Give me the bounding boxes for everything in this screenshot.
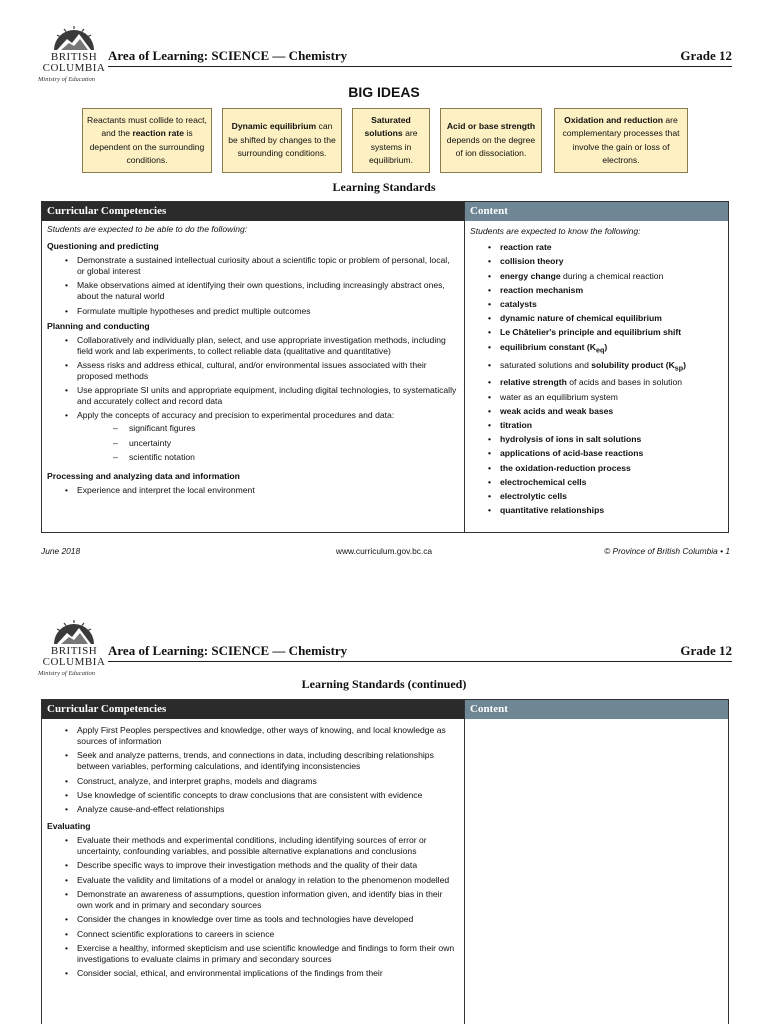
curricular-competencies-header: Curricular Competencies [42, 700, 464, 719]
content-item: • equilibrium constant $(K_{eq})$ [470, 340, 723, 358]
footer-date: June 2018 [41, 546, 81, 556]
list-item: • Consider the changes in knowledge over time as tools and technologies have developed [47, 914, 459, 925]
big-ideas-row [82, 108, 688, 174]
competencies-column [42, 221, 464, 532]
content-item: • energy change during a chemical reaction [470, 269, 723, 283]
list-item: • Seek and analyze patterns, trends, and connections in data, including describing relationships between variables, performing calculations, and identifying inconsistencies [47, 750, 459, 772]
big-idea-2: Dynamic equilibrium can be shifted by changes to the surrounding conditions. [222, 108, 342, 173]
list-item: • Exercise a healthy, informed skepticism and use scientific knowledge and findings to form their own investigations to evaluate claims in primary and secondary sources [47, 943, 459, 965]
sun-mountain-icon [51, 620, 97, 646]
content-header: Content [464, 202, 728, 221]
table-body [42, 719, 728, 1024]
content-item: • reaction rate [470, 240, 723, 254]
big-ideas-title: BIG IDEAS [348, 84, 420, 100]
section-heading: Processing and analyzing data and information [47, 471, 240, 482]
content-item: • electrolytic cells [470, 489, 723, 503]
list-item: • Connect scientific explorations to careers in science [47, 929, 459, 940]
content-item: • hydrolysis of ions in salt solutions [470, 432, 723, 446]
list-item: • Demonstrate a sustained intellectual curiosity about a scientific topic or problem of personal, local, or global interest [47, 255, 459, 277]
header-rule [108, 661, 732, 662]
grade-label: Grade 12 [680, 643, 732, 658]
list-item: • Describe specific ways to improve their investigation methods and the quality of their data [47, 860, 459, 871]
learning-standards-continued-title: Learning Standards (continued) [301, 677, 467, 691]
big-idea-1: Reactants must collide to react, and the reaction rate is dependent on the surrounding conditions. [82, 108, 212, 173]
list-item: • Evaluate their methods and experimental conditions, including identifying sources of error or uncertainty, confounding variables, and possible alternative explanations and conclusions [47, 835, 459, 857]
list-item: • Use knowledge of scientific concepts to draw conclusions that are consistent with evidence [47, 790, 459, 801]
content-column [464, 221, 728, 532]
list-item: • Evaluate the validity and limitations of a model or analogy in relation to the phenomenon modelled [47, 875, 459, 886]
ministry-label: Ministry of Education [38, 670, 96, 677]
content-item: • titration [470, 418, 723, 432]
section-heading: Evaluating [47, 821, 91, 832]
content-intro: Students are expected to know the following: [470, 226, 641, 236]
area-of-learning-title: Area of Learning: SCIENCE — Chemistry [108, 643, 348, 658]
logo-text-british: BRITISH [50, 645, 98, 657]
competencies-intro: Students are expected to be able to do the following: [47, 224, 248, 234]
ministry-label: Ministry of Education [38, 76, 96, 83]
content-item: • applications of acid-base reactions [470, 446, 723, 460]
list-item: • Consider social, ethical, and environmental implications of the findings from their [47, 968, 459, 979]
content-item: • electrochemical cells [470, 475, 723, 489]
sub-list-item: – scientific notation [77, 452, 459, 463]
sun-mountain-icon [51, 26, 97, 52]
list-item: • Apply First Peoples perspectives and knowledge, other ways of knowing, and local knowledge as sources of information [47, 725, 459, 747]
list-item: • Construct, analyze, and interpret graphs, models and diagrams [47, 776, 459, 787]
logo-text-columbia: COLUMBIA [42, 656, 106, 668]
list-item: • Make observations aimed at identifying their own questions, including increasingly abstract ones, about the natural world [47, 280, 459, 302]
big-idea-3: Saturated solutions are systems in equilibrium. [352, 108, 430, 173]
bc-logo [40, 26, 108, 83]
table-header-row [42, 202, 728, 221]
big-idea-4: Acid or base strength depends on the degree of ion dissociation. [440, 108, 542, 173]
list-item: • Analyze cause-and-effect relationships [47, 804, 459, 815]
content-column [464, 719, 728, 1024]
footer-copyright: © Province of British Columbia • 1 [604, 546, 730, 556]
table-header-row [42, 700, 728, 719]
grade-label: Grade 12 [680, 48, 732, 63]
learning-standards-title: Learning Standards [332, 180, 436, 194]
content-item: • relative strength of acids and bases in solution [470, 375, 723, 389]
content-item: • saturated solutions and solubility product $(K_{sp})$ [470, 358, 723, 376]
content-item: • dynamic nature of chemical equilibrium [470, 311, 723, 325]
header-rule [108, 66, 732, 67]
area-of-learning-title: Area of Learning: SCIENCE — Chemistry [108, 48, 348, 63]
logo-text-british: BRITISH [50, 51, 98, 63]
content-item: • collision theory [470, 254, 723, 268]
footer-url[interactable]: www.curriculum.gov.bc.ca [335, 546, 433, 556]
content-item: • catalysts [470, 297, 723, 311]
content-item: • quantitative relationships [470, 503, 723, 517]
sub-list-item: – uncertainty [77, 438, 459, 449]
list-item: • Use appropriate SI units and appropriate equipment, including digital technologies, to systematically and accurately collect and record data [47, 385, 459, 407]
list-item: • Apply the concepts of accuracy and precision to experimental procedures and data: – significant figures – uncertainty – scientific notation [47, 410, 459, 463]
content-item: • the oxidation-reduction process [470, 461, 723, 475]
content-item: • water as an equilibrium system [470, 390, 723, 404]
list-item: • Experience and interpret the local environment [47, 485, 459, 496]
document-page-2 [0, 592, 768, 1024]
content-item: • Le Châtelier's principle and equilibrium shift [470, 325, 723, 339]
sub-list-item: – significant figures [77, 423, 459, 434]
section-heading: Planning and conducting [47, 320, 150, 331]
list-item: • Assess risks and address ethical, cultural, and/or environmental issues associated with their proposed methods [47, 360, 459, 382]
logo-text-columbia: COLUMBIA [42, 62, 106, 74]
list-item: • Collaboratively and individually plan, select, and use appropriate investigation methods, including field work and lab experiments, to collect reliable data (qualitative and quantitative) [47, 335, 459, 357]
list-item: • Formulate multiple hypotheses and predict multiple outcomes [47, 306, 459, 317]
table-body [42, 221, 728, 532]
big-idea-5: Oxidation and reduction are complementary processes that involve the gain or loss of electrons. [554, 108, 688, 173]
bc-logo [40, 620, 108, 677]
list-item: • Demonstrate an awareness of assumptions, question information given, and identify bias in their own work and in primary and secondary sources [47, 889, 459, 911]
content-header: Content [464, 700, 728, 719]
content-item: • weak acids and weak bases [470, 404, 723, 418]
learning-standards-table-continued [41, 699, 729, 1024]
curricular-competencies-header: Curricular Competencies [42, 202, 464, 221]
section-heading: Questioning and predicting [47, 241, 159, 251]
learning-standards-table [41, 201, 729, 533]
content-item: • reaction mechanism [470, 283, 723, 297]
competencies-column [42, 719, 464, 1024]
